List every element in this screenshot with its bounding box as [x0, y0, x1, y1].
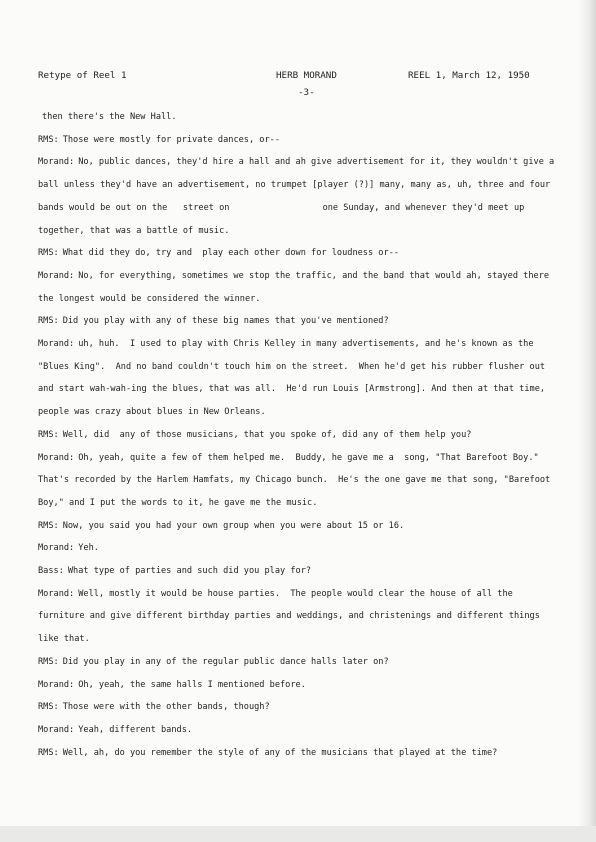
scan-bottom-band: [0, 826, 596, 842]
transcript-paragraph: [38, 719, 564, 742]
paragraph-text: What type of parties and such did you play for?: [67, 566, 312, 577]
paragraph-text: Well, ah, do you remember the style of any of the musicians that played at the time?: [62, 747, 498, 758]
speaker-label: Morand:: [38, 452, 75, 463]
speaker-label: Morand:: [38, 157, 75, 168]
transcript-paragraph: [38, 310, 564, 333]
speaker-label: RMS:: [38, 316, 59, 327]
transcript-paragraph: [38, 424, 564, 447]
transcript-paragraph: [38, 651, 564, 674]
transcript-paragraph: [38, 674, 564, 697]
speaker-label: RMS:: [38, 520, 59, 531]
paragraph-text: Those were with the other bands, though?: [62, 702, 270, 713]
transcript-body: [38, 106, 564, 764]
transcript-paragraph: [38, 742, 564, 765]
paragraph-text: Well, mostly it would be house parties. The people would clear the house of all the furniture and give different birthday parties and weddings, and christenings and different things like that.: [38, 588, 546, 645]
transcript-paragraph: [38, 583, 564, 651]
page-header: [38, 70, 558, 100]
speaker-label: RMS:: [38, 702, 59, 713]
paragraph-text: Yeh.: [78, 543, 99, 554]
header-reel-date: REEL 1, March 12, 1950: [408, 70, 530, 81]
paragraph-text: What did they do, try and play each other down for loudness or--: [62, 248, 400, 259]
transcript-paragraph: [38, 537, 564, 560]
speaker-label: Morand:: [38, 724, 75, 735]
paragraph-text: Oh, yeah, the same halls I mentioned before.: [78, 679, 306, 690]
header-interviewee-name: HERB MORAND: [276, 70, 337, 81]
speaker-label: RMS:: [38, 134, 59, 145]
transcript-paragraph: [38, 447, 564, 515]
scan-shadow-edge: [578, 0, 596, 842]
transcript-paragraph: [38, 333, 564, 424]
speaker-label: Morand:: [38, 270, 75, 281]
transcript-paragraph: [38, 515, 564, 538]
speaker-label: Morand:: [38, 339, 75, 350]
transcript-paragraph: [38, 696, 564, 719]
speaker-label: RMS:: [38, 248, 59, 259]
speaker-label: Morand:: [38, 588, 75, 599]
transcript-paragraph: [38, 560, 564, 583]
paragraph-text: Did you play with any of these big names that you've mentioned?: [62, 316, 389, 327]
paragraph-text: Now, you said you had your own group when you were about 15 or 16.: [62, 520, 405, 531]
paragraph-text: Did you play in any of the regular public dance halls later on?: [62, 656, 389, 667]
paragraph-text: Well, did any of those musicians, that you spoke of, did any of them help you?: [62, 429, 472, 440]
speaker-label: Bass:: [38, 566, 64, 577]
transcript-paragraph: [38, 129, 564, 152]
speaker-label: Morand:: [38, 543, 75, 554]
speaker-label: RMS:: [38, 429, 59, 440]
speaker-label: RMS:: [38, 747, 59, 758]
paragraph-text: Oh, yeah, quite a few of them helped me. Buddy, he gave me a song, "That Barefoot Boy." That's recorded by the Harlem Hamfats, my Chicago bunch. He's the one gave me that song, "Barefoot Boy," and I put the words to it, he gave me the music.: [38, 452, 556, 508]
paragraph-text: uh, huh. I used to play with Chris Kelley in many advertisements, and he's known as the "Blues King". And no band couldn't touch him on the street. When he'd get his rubber flusher out and start wah-wah-ing the blues, that was all. He'd run Louis [Armstrong]. And then at that time, people was crazy about blues in New Orleans.: [38, 339, 551, 418]
page-number: -3-: [298, 87, 315, 98]
transcript-paragraph: [38, 151, 564, 242]
header-left-label: Retype of Reel 1: [38, 70, 127, 81]
speaker-label: Morand:: [38, 679, 75, 690]
paragraph-text: Yeah, different bands.: [78, 724, 193, 735]
paragraph-text: No, for everything, sometimes we stop the traffic, and the band that would ah, stayed there the longest would be considered the winner.: [38, 270, 555, 304]
paragraph-text: No, public dances, they'd hire a hall and ah give advertisement for it, they wouldn't give a ball unless they'd have an advertisement, no trumpet [player (?)] many, many as, uh, three and four bands would be out on the street on one Sunday, and whenever they'd meet up together, that was a battle of music.: [38, 157, 560, 236]
speaker-label: RMS:: [38, 656, 59, 667]
transcript-paragraph: [38, 106, 564, 129]
paragraph-text: then there's the New Hall.: [42, 112, 177, 122]
transcript-paragraph: [38, 242, 564, 265]
transcript-paragraph: [38, 265, 564, 310]
paragraph-text: Those were mostly for private dances, or--: [62, 134, 281, 145]
